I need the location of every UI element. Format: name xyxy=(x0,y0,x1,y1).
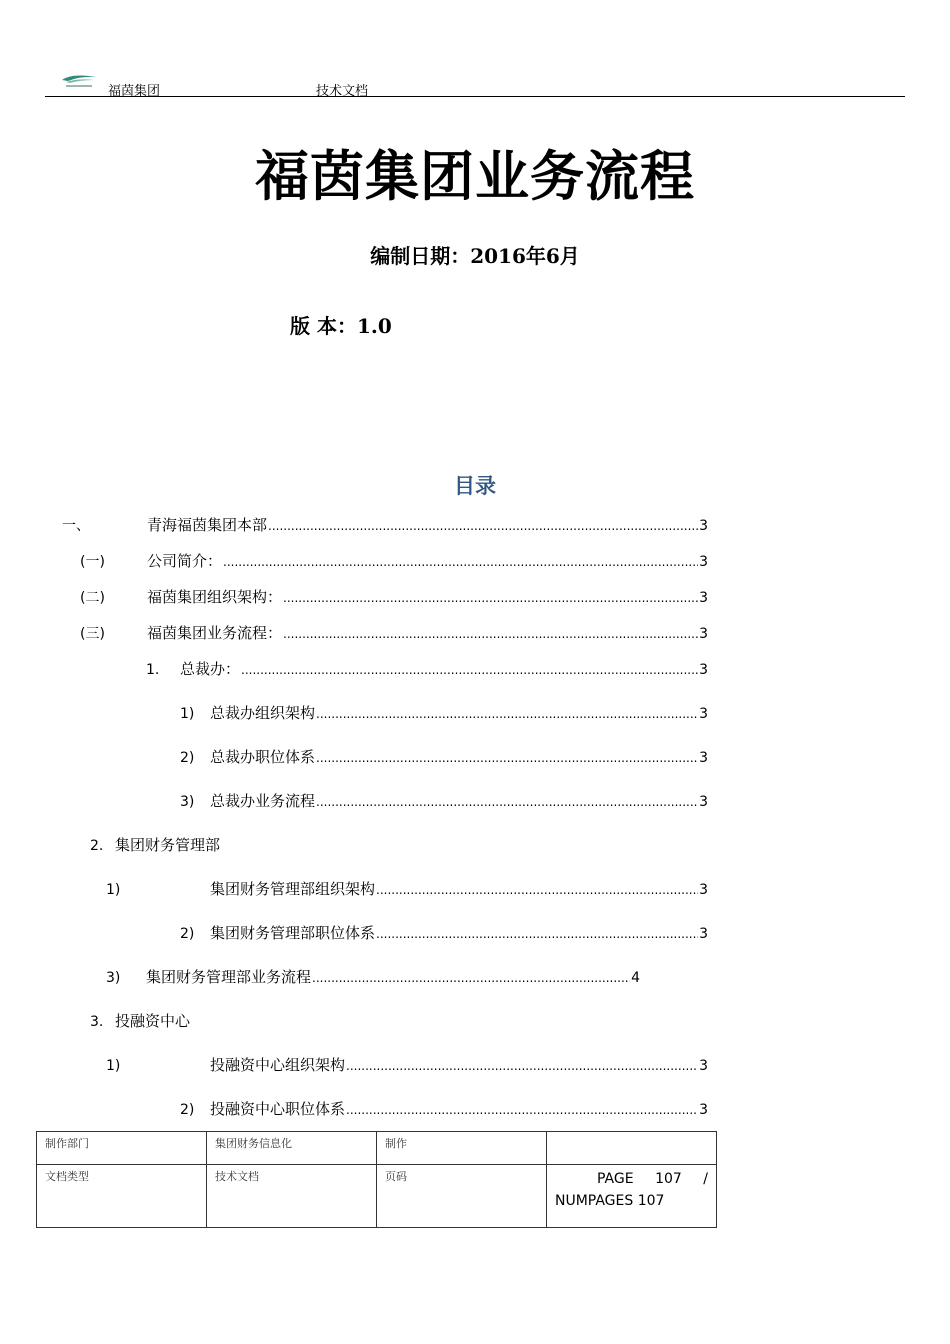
toc-entry[interactable] xyxy=(106,966,640,988)
toc-leader-dots xyxy=(268,519,698,533)
toc-leader-dots xyxy=(346,1059,698,1073)
doc-type-value: 技术文档 xyxy=(207,1165,377,1228)
toc-entry-page: 3 xyxy=(699,518,708,534)
toc-entry-number: (三) xyxy=(80,626,105,642)
toc-entry-text: 福茵集团组织架构： xyxy=(147,588,283,606)
toc-entry-number: 一、 xyxy=(62,518,90,534)
header-divider xyxy=(45,96,905,97)
page-field-value: 107 xyxy=(655,1171,682,1187)
header-company-name: 福茵集团 xyxy=(108,84,161,99)
toc-leader-dots xyxy=(316,751,698,765)
toc-entry-number: 2) xyxy=(180,750,195,766)
toc-entry-text: 公司简介： xyxy=(147,552,223,570)
toc-leader-dots xyxy=(283,591,698,605)
toc-entry-page: 3 xyxy=(699,926,708,942)
toc-entry[interactable] xyxy=(146,658,708,680)
toc-entry-text: 总裁办职位体系 xyxy=(210,748,316,766)
toc-entry-page: 3 xyxy=(699,750,708,766)
toc-leader-dots xyxy=(346,1103,698,1117)
toc-entry-number: 1) xyxy=(106,1058,121,1074)
document-title: 福茵集团业务流程 xyxy=(255,144,695,208)
toc-leader-dots xyxy=(241,663,698,677)
toc-entry-text: 青海福茵集团本部 xyxy=(147,516,268,534)
toc-entry-text: 集团财务管理部组织架构 xyxy=(210,880,376,898)
doc-type-label: 文档类型 xyxy=(37,1165,207,1228)
toc-entry-number: 3) xyxy=(180,794,195,810)
page-separator: / xyxy=(703,1171,708,1187)
toc-leader-dots xyxy=(376,927,698,941)
page-label: 页码 xyxy=(377,1165,547,1228)
toc-entry[interactable] xyxy=(180,790,708,812)
toc-entry-text: 福茵集团业务流程： xyxy=(147,624,283,642)
toc-entry-text: 总裁办： xyxy=(180,660,241,678)
dept-value: 集团财务信息化 xyxy=(207,1132,377,1165)
header-doc-type: 技术文档 xyxy=(316,84,369,99)
toc-leader-dots xyxy=(316,707,698,721)
page-field: PAGE xyxy=(597,1171,634,1187)
maker-value xyxy=(547,1132,717,1165)
toc-entry-number: (二) xyxy=(80,590,105,606)
page-number-cell xyxy=(547,1165,717,1228)
toc-entry-number: 2) xyxy=(180,926,195,942)
toc-entry[interactable] xyxy=(80,622,708,644)
toc-entry-page: 3 xyxy=(699,626,708,642)
toc-entry-number: 3) xyxy=(106,970,121,986)
toc-leader-dots xyxy=(283,627,698,641)
toc-entry-text: 投融资中心职位体系 xyxy=(210,1100,346,1118)
version-label: 版 本：1.0 xyxy=(290,314,392,338)
toc-entry-text: 投融资中心 xyxy=(115,1012,191,1030)
toc-entry[interactable] xyxy=(106,878,708,900)
numpages-field: NUMPAGES xyxy=(555,1193,634,1209)
toc-entry-page: 3 xyxy=(699,882,708,898)
toc-leader-dots xyxy=(223,555,698,569)
toc-leader-dots xyxy=(316,795,698,809)
toc-entry-number: 3. xyxy=(90,1014,104,1030)
toc-entry-page: 3 xyxy=(699,590,708,606)
toc-entry-text: 集团财务管理部 xyxy=(115,836,221,854)
toc-heading: 目录 xyxy=(454,474,496,498)
toc-entry-text: 总裁办业务流程 xyxy=(210,792,316,810)
toc-entry-page: 4 xyxy=(631,970,640,986)
toc-entry-page: 3 xyxy=(699,1058,708,1074)
toc-leader-dots xyxy=(312,971,630,985)
toc-entry-number: 2. xyxy=(90,838,104,854)
toc-entry-page: 3 xyxy=(699,554,708,570)
toc-entry-number: 1. xyxy=(146,662,160,678)
toc-entry-number: 2) xyxy=(180,1102,195,1118)
toc-entry-number: 1) xyxy=(180,706,195,722)
toc-entry[interactable] xyxy=(106,1054,708,1076)
toc-entry-text: 集团财务管理部职位体系 xyxy=(210,924,376,942)
footer-info-table xyxy=(36,1131,717,1228)
toc-entry-page: 3 xyxy=(699,706,708,722)
toc-entry[interactable] xyxy=(180,702,708,724)
toc-entry[interactable] xyxy=(180,922,708,944)
toc-entry[interactable] xyxy=(62,514,708,536)
toc-entry[interactable] xyxy=(90,834,390,856)
toc-entry-text: 集团财务管理部业务流程 xyxy=(146,968,312,986)
numpages-field-value: 107 xyxy=(637,1193,665,1209)
toc-entry[interactable] xyxy=(80,586,708,608)
maker-label: 制作 xyxy=(377,1132,547,1165)
toc-entry-page: 3 xyxy=(699,1102,708,1118)
toc-entry-number: 1) xyxy=(106,882,121,898)
dept-label: 制作部门 xyxy=(37,1132,207,1165)
company-logo xyxy=(60,72,98,90)
compile-date: 编制日期：2016年6月 xyxy=(370,244,580,268)
toc-entry[interactable] xyxy=(80,550,708,572)
toc-entry-text: 投融资中心组织架构 xyxy=(210,1056,346,1074)
toc-entry[interactable] xyxy=(180,746,708,768)
toc-entry-page: 3 xyxy=(699,794,708,810)
toc-entry-page: 3 xyxy=(699,662,708,678)
toc-entry[interactable] xyxy=(90,1010,390,1032)
toc-entry[interactable] xyxy=(180,1098,708,1120)
toc-leader-dots xyxy=(376,883,698,897)
toc-entry-number: (一) xyxy=(80,554,105,570)
toc-entry-text: 总裁办组织架构 xyxy=(210,704,316,722)
